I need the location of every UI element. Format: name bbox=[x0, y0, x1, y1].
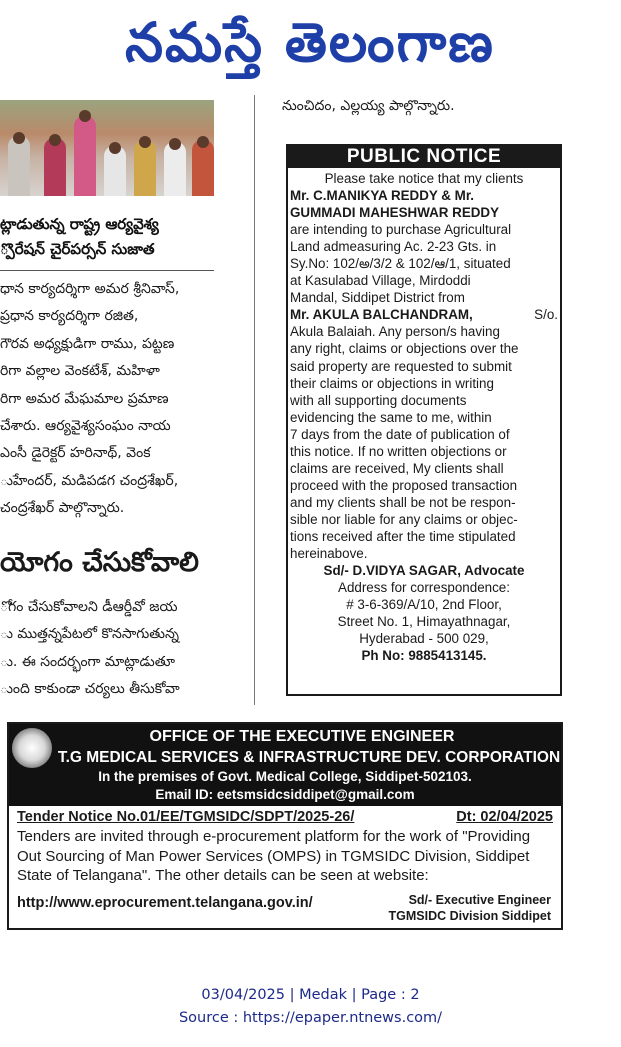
notice-line bbox=[288, 545, 560, 562]
premises-line: In the premises of Govt. Medical College, Siddipet-502103. bbox=[98, 769, 472, 784]
notice-line bbox=[288, 443, 560, 460]
notice-line bbox=[288, 392, 560, 409]
address-line bbox=[288, 630, 560, 647]
notice-line bbox=[288, 170, 560, 187]
article-line: ుహేందర్, మడిపడగ చంద్రశేఖర్, bbox=[0, 472, 179, 489]
address-line bbox=[288, 613, 560, 630]
notice-line-text: Mr. C.MANIKYA REDDY & Mr. bbox=[290, 188, 475, 204]
article-body-2 bbox=[0, 594, 240, 704]
article-line: చంద్రశేఖర్ పాల్గొన్నారు. bbox=[0, 500, 125, 517]
notice-line bbox=[288, 238, 560, 255]
notice-line bbox=[288, 323, 560, 340]
address-label bbox=[288, 579, 560, 596]
notice-line bbox=[288, 375, 560, 392]
office-title: OFFICE OF THE EXECUTIVE ENGINEER bbox=[149, 728, 455, 745]
notice-heading: PUBLIC NOTICE bbox=[288, 146, 560, 168]
notice-line bbox=[288, 272, 560, 289]
footer-source-link[interactable]: Source : https://epaper.ntnews.com/ bbox=[178, 1010, 443, 1026]
article-headline: యోగం చేసుకోవాలి bbox=[0, 547, 199, 578]
notice-line-text: said property are requested to submit bbox=[290, 358, 512, 374]
tender-number: Tender Notice No.01/EE/TGMSIDC/SDPT/2025-26/ bbox=[17, 809, 355, 825]
tender-line bbox=[17, 827, 555, 847]
notice-line bbox=[288, 289, 560, 306]
notice-line-text: with all supporting documents bbox=[290, 392, 467, 408]
notice-line-text: any right, claims or objections over the bbox=[290, 341, 519, 357]
address-line bbox=[288, 596, 560, 613]
tender-line bbox=[17, 847, 555, 867]
notice-line-text: Land admeasuring Ac. 2-23 Gts. in bbox=[290, 239, 497, 255]
notice-line-text: sible nor liable for any claims or objec- bbox=[290, 511, 518, 527]
article-line: ోగం చేసుకోవాలని డీఆర్డీవో జయ bbox=[0, 599, 178, 615]
notice-line bbox=[288, 494, 560, 511]
notice-line bbox=[288, 255, 560, 272]
tender-body bbox=[17, 827, 555, 886]
notice-body bbox=[288, 170, 560, 664]
notice-line bbox=[288, 426, 560, 443]
article-line: రిగా వల్లాల వెంకటేశ్, మహిళా bbox=[0, 363, 160, 380]
article-line: ప్రధాన కార్యదర్శిగా రజిత, bbox=[0, 308, 139, 325]
notice-line-text: GUMMADI MAHESHWAR REDDY bbox=[290, 205, 500, 221]
notice-line-text: Sy.No: 102/అ/3/2 & 102/ఆ/1, situated bbox=[290, 256, 511, 272]
footer-edition-info: 03/04/2025 | Medak | Page : 2 bbox=[201, 987, 420, 1003]
article-line: గౌరవ అధ్యక్షుడిగా రాము, పట్టణ bbox=[0, 335, 175, 352]
tender-line bbox=[17, 866, 555, 886]
address-line-text: # 3-6-369/A/10, 2nd Floor, bbox=[346, 597, 502, 613]
tender-signature-division: TGMSIDC Division Siddipet bbox=[388, 909, 551, 923]
article-line: ు. ఈ సందర్భంగా మాట్లాడుతూ bbox=[0, 653, 175, 670]
address-line-text: Street No. 1, Himayathnagar, bbox=[337, 614, 511, 630]
seller-relation: S/o. bbox=[534, 307, 558, 323]
masthead-title: నమస్తే తెలంగాణ bbox=[125, 10, 495, 74]
notice-line-text: are intending to purchase Agricultural bbox=[290, 222, 512, 238]
government-seal-icon bbox=[12, 728, 52, 768]
caption-line: ్పొరేషన్ చైర్‌పర్సన్ సుజాత bbox=[0, 240, 155, 258]
notice-line-text: Mandal, Siddipet District from bbox=[290, 290, 465, 306]
advocate-signature bbox=[288, 562, 560, 579]
notice-line-text: evidencing the same to me, within bbox=[290, 409, 492, 425]
corporation-name: T.G MEDICAL SERVICES & INFRASTRUCTURE DEV. CORPORATION bbox=[57, 749, 561, 766]
tender-line-text: Out Sourcing of Man Power Services (OMPS) in TGMSIDC Division, Siddipet bbox=[17, 847, 530, 865]
notice-line bbox=[288, 306, 560, 323]
photo-caption bbox=[0, 212, 214, 262]
notice-line bbox=[288, 460, 560, 477]
phone-number-text: Ph No: 9885413145. bbox=[361, 648, 487, 664]
notice-line-text: their claims or objections in writing bbox=[290, 375, 494, 391]
tender-website-link[interactable]: http://www.eprocurement.telangana.gov.in/ bbox=[17, 895, 313, 911]
notice-line-text: this notice. If no written objections or bbox=[290, 443, 507, 459]
notice-line-text: claims are received, My clients shall bbox=[290, 460, 504, 476]
notice-line bbox=[288, 204, 560, 221]
notice-line-text: tions received after the time stipulated bbox=[290, 528, 516, 544]
tender-header bbox=[9, 724, 561, 806]
notice-line-text: proceed with the proposed transaction bbox=[290, 477, 518, 493]
tender-signature: Sd/- Executive Engineer bbox=[408, 893, 551, 907]
notice-line bbox=[288, 409, 560, 426]
notice-line bbox=[288, 340, 560, 357]
caption-divider bbox=[0, 270, 214, 271]
tender-notice bbox=[7, 722, 563, 930]
notice-line-text: Akula Balaiah. Any person/s having bbox=[290, 324, 500, 340]
notice-line-text: and my clients shall be not be respon- bbox=[290, 494, 516, 510]
notice-line bbox=[288, 477, 560, 494]
notice-line-text: Please take notice that my clients bbox=[324, 171, 524, 186]
article-line: రిగా అమర మేఘమాల ప్రమాణ bbox=[0, 390, 169, 407]
notice-line bbox=[288, 358, 560, 375]
phone-number bbox=[288, 647, 560, 664]
caption-line: ట్లాడుతున్న రాష్ట్ర ఆర్యవైశ్య bbox=[0, 215, 159, 233]
article-line: చేశారు. ఆర్యవైశ్యసంఘం నాయ bbox=[0, 418, 171, 435]
notice-line bbox=[288, 221, 560, 238]
notice-line-text: 7 days from the date of publication of bbox=[290, 426, 510, 442]
news-photo bbox=[0, 100, 214, 196]
tender-line-text: Tenders are invited through e-procurement platform for the work of "Providing bbox=[17, 828, 531, 845]
article-line: ుంది కాకుండా చర్యలు తీసుకోవా bbox=[0, 681, 180, 698]
address-label-text: Address for correspondence: bbox=[338, 580, 510, 596]
email-line: Email ID: eetsmsidcsiddipet@gmail.com bbox=[155, 787, 415, 802]
article-line: ు ముత్తన్నపేటలో కొనసాగుతున్న bbox=[0, 626, 179, 643]
article-line: ఎంసీ డైరెక్టర్ హరినాథ్, వెంక bbox=[0, 445, 151, 462]
notice-line bbox=[288, 511, 560, 528]
article-body bbox=[0, 276, 240, 523]
column-divider bbox=[254, 95, 255, 705]
public-notice bbox=[286, 144, 562, 696]
notice-line bbox=[288, 528, 560, 545]
advocate-signature-text: Sd/- D.VIDYA SAGAR, Advocate bbox=[323, 563, 525, 579]
notice-line-text: at Kasulabad Village, Mirdoddi bbox=[290, 273, 471, 289]
address-line-text: Hyderabad - 500 029, bbox=[359, 631, 489, 647]
article-fragment: నుంచిదం, ఎల్లయ్య పాల్గొన్నారు. bbox=[282, 98, 455, 114]
article-line: ధాన కార్యదర్శిగా అమర శ్రీనివాస్, bbox=[0, 281, 180, 297]
tender-line-text: State of Telangana". The other details can be seen at website: bbox=[17, 867, 429, 884]
tender-date: Dt: 02/04/2025 bbox=[456, 809, 553, 825]
seller-name: Mr. AKULA BALCHANDRAM, bbox=[290, 307, 473, 323]
notice-line-text: hereinabove. bbox=[290, 546, 368, 562]
notice-line bbox=[288, 187, 560, 204]
